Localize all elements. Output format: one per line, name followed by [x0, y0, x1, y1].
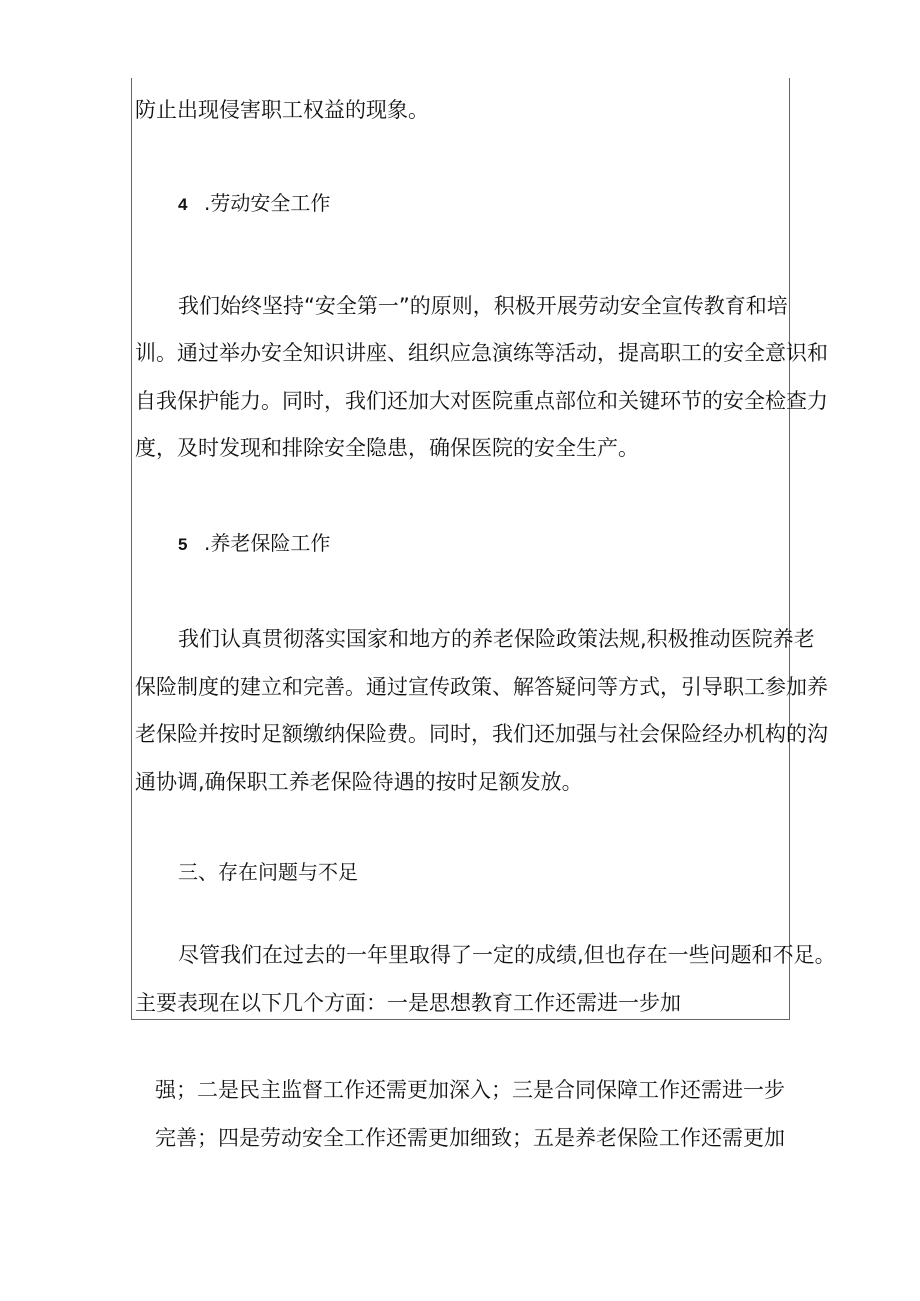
paragraph-line: 通协调,确保职工养老保险待遇的按时足额发放。 [135, 770, 583, 794]
paragraph-line: 主要表现在以下几个方面：一是思想教育工作还需进一步加 [135, 991, 681, 1015]
section-title: .养老保险工作 [204, 531, 331, 555]
paragraph-line: 训。通过举办安全知识讲座、组织应急演练等活动，提高职工的安全意识和 [135, 341, 828, 365]
paragraph-line: 防止出现侵害职工权益的现象。 [135, 98, 429, 122]
paragraph-line: 老保险并按时足额缴纳保险费。同时，我们还加强与社会保险经办机构的沟 [135, 722, 828, 746]
section-title: .劳动安全工作 [204, 191, 331, 215]
section-heading-3: 三、存在问题与不足 [178, 860, 358, 884]
section-heading-4 [178, 188, 330, 220]
paragraph-line: 强；二是民主监督工作还需更加深入；三是合同保障工作还需进一步 [155, 1078, 785, 1102]
paragraph-line: 我们始终坚持“安全第一”的原则，积极开展劳动安全宣传教育和培 [178, 294, 788, 318]
section-number: 5 [178, 535, 188, 554]
paragraph-line: 尽管我们在过去的一年里取得了一定的成绩,但也存在一些问题和不足。 [178, 943, 836, 967]
paragraph-line: 保险制度的建立和完善。通过宣传政策、解答疑问等方式，引导职工参加养 [135, 675, 828, 699]
section-heading-5 [178, 528, 330, 560]
paragraph-line: 完善；四是劳动安全工作还需更加细致；五是养老保险工作还需更加 [155, 1126, 785, 1150]
paragraph-line: 自我保护能力。同时，我们还加大对医院重点部位和关键环节的安全检查力 [135, 389, 828, 413]
paragraph-line: 我们认真贯彻落实国家和地方的养老保险政策法规,积极推动医院养老 [178, 627, 815, 651]
paragraph-line: 度，及时发现和排除安全隐患，确保医院的安全生产。 [135, 436, 639, 460]
section-number: 4 [178, 195, 188, 214]
